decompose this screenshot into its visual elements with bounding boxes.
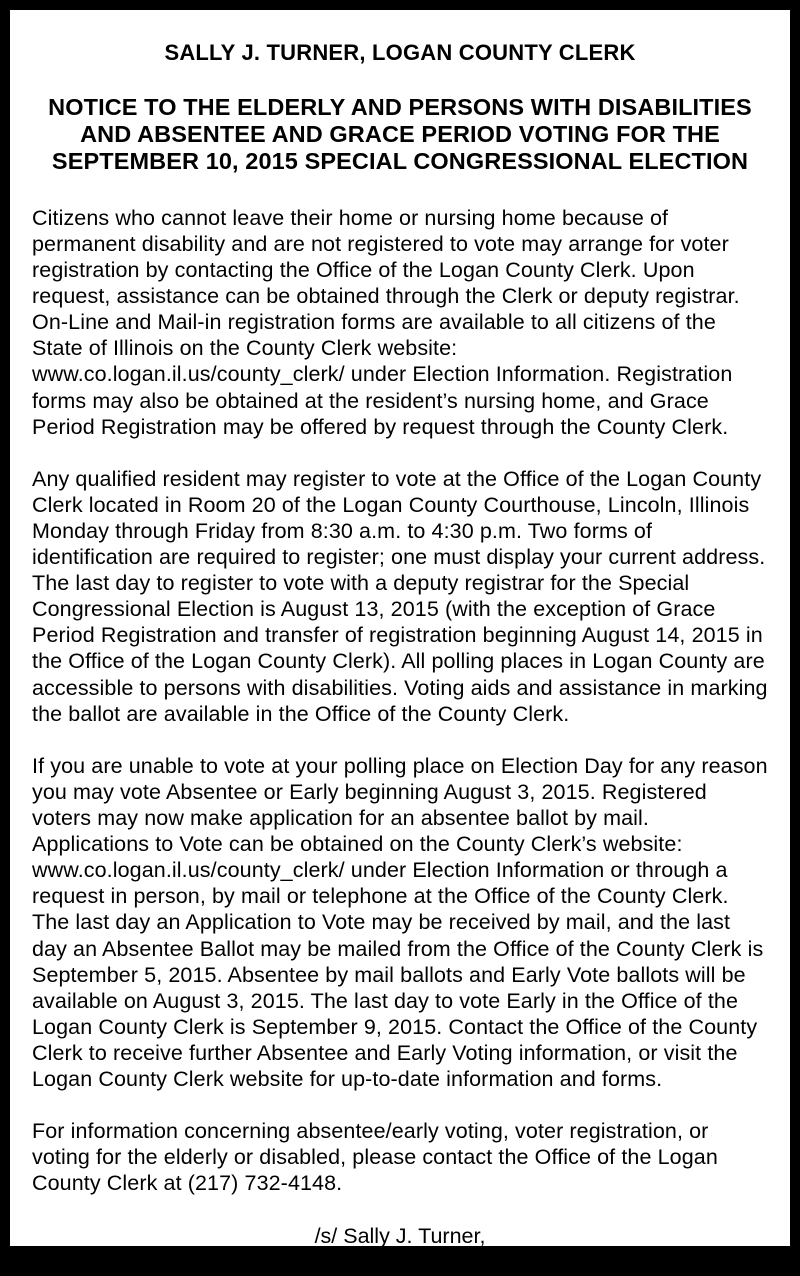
signature-block xyxy=(32,1223,768,1276)
paragraph-absentee-early-voting: If you are unable to vote at your polling place on Election Day for any reason you may vote Absentee or Early beginning August 3, 2015. Registered voters may now make application for an absentee ballot by mail. Applications to Vote can be obtained on the County Clerk’s website: www.co.logan.il.us/county_clerk/ under Election Information or through a request in person, by mail or telephone at the Office of the County Clerk. The last day an Application to Vote may be received by mail, and the last day an Absentee Ballot may be mailed from the Office of the County Clerk is September 5, 2015. Absentee by mail ballots and Early Vote ballots will be available on August 3, 2015. The last day to vote Early in the Office of the Logan County Clerk is September 9, 2015. Contact the Office of the County Clerk to receive further Absentee and Early Voting information, or visit the Logan County Clerk website for up-to-date information and forms. xyxy=(32,753,768,1092)
signature-name: /s/ Sally J. Turner, xyxy=(314,1223,486,1248)
notice-body xyxy=(32,205,768,1197)
notice-sheet xyxy=(10,10,790,1275)
signature-title: Logan County Clerk xyxy=(321,1250,513,1275)
notice-heading: NOTICE TO THE ELDERLY AND PERSONS WITH DISABILITIES AND ABSENTEE AND GRACE PERIOD VOTING FOR THE SEPTEMBER 10, 2015 SPECIAL CONGRESSIONAL ELECTION xyxy=(48,94,752,174)
clerk-title: SALLY J. TURNER, LOGAN COUNTY CLERK xyxy=(164,40,636,65)
paragraph-register-in-person: Any qualified resident may register to vote at the Office of the Logan County Clerk located in Room 20 of the Logan County Courthouse, Lincoln, Illinois Monday through Friday from 8:30 a.m. to 4:30 p.m. Two forms of identification are required to register; one must display your current address. The last day to register to vote with a deputy registrar for the Special Congressional Election is August 13, 2015 (with the exception of Grace Period Registration and transfer of registration beginning August 14, 2015 in the Office of the Logan County Clerk). All polling places in Logan County are accessible to persons with disabilities. Voting aids and assistance in marking the ballot are available in the Office of the County Clerk. xyxy=(32,466,768,726)
paragraph-contact-info: For information concerning absentee/early voting, voter registration, or voting for the elderly or disabled, please contact the Office of the Logan County Clerk at (217) 732-4148. xyxy=(32,1119,718,1196)
paragraph-registration: Citizens who cannot leave their home or nursing home because of permanent disability and are not registered to vote may arrange for voter registration by contacting the Office of the Logan County Clerk. Upon request, assistance can be obtained through the Clerk or deputy registrar. On-Line and Mail-in registration forms are available to all citizens of the State of Illinois on the County Clerk website: www.co.logan.il.us/county_clerk/ under Election Information. Registration forms may also be obtained at the resident’s nursing home, and Grace Period Registration may be offered by request through the County Clerk. xyxy=(32,205,740,439)
